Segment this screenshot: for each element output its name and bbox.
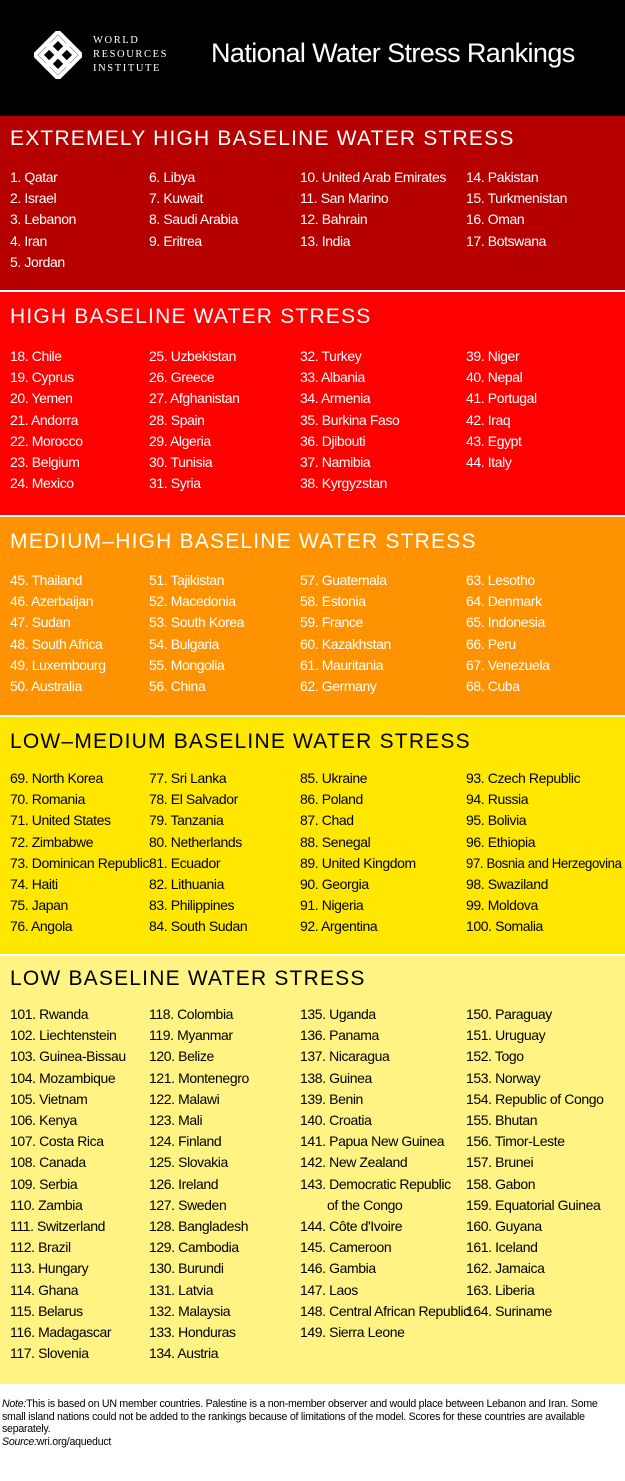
country-rank-item: 102. Liechtenstein: [10, 1027, 117, 1044]
country-rank-item: 94. Russia: [466, 791, 529, 808]
wri-knot-logo-icon: [34, 31, 82, 79]
country-rank-item: 98. Swaziland: [466, 876, 548, 892]
country-rank-item: 120. Belize: [149, 1048, 214, 1065]
country-rank-item: 125. Slovakia: [149, 1154, 228, 1171]
band-title: MEDIUM–HIGH BASELINE WATER STRESS: [10, 530, 477, 553]
country-rank-item: 132. Malaysia: [149, 1302, 231, 1319]
country-rank-item: 157. Brunei: [466, 1154, 534, 1171]
band-low-medium: [0, 717, 625, 954]
country-rank-item: 30. Tunisia: [149, 454, 213, 470]
country-rank-item: 58. Estonia: [300, 593, 366, 610]
country-rank-item: 45. Thailand: [10, 572, 83, 588]
country-rank-item: 136. Panama: [300, 1027, 379, 1044]
country-rank-item: 35. Burkina Faso: [300, 411, 400, 428]
country-rank-item: 63. Lesotho: [466, 572, 535, 588]
country-rank-item: 150. Paraguay: [466, 1006, 552, 1022]
band-high: [0, 292, 625, 515]
country-rank-item: 108. Canada: [10, 1154, 86, 1171]
country-rank-item: 85. Ukraine: [300, 770, 368, 786]
country-rank-item: 82. Lithuania: [149, 876, 224, 892]
country-rank-item: 64. Denmark: [466, 593, 542, 610]
country-rank-item: 69. North Korea: [10, 770, 103, 786]
country-rank-item: 42. Iraq: [466, 411, 511, 428]
band-low: [0, 956, 625, 1384]
country-rank-item: 67. Venezuela: [466, 656, 550, 673]
country-rank-item: 60. Kazakhstan: [300, 635, 391, 652]
country-rank-item: 118. Colombia: [149, 1006, 234, 1022]
country-rank-item: 144. Côte d'Ivoire: [300, 1218, 403, 1234]
country-rank-item: 25. Uzbekistan: [149, 348, 237, 364]
country-rank-item: 83. Philippines: [149, 897, 235, 914]
org-line: INSTITUTE: [93, 63, 162, 74]
country-rank-item: 112. Brazil: [10, 1239, 71, 1256]
country-rank-item: 66. Peru: [466, 635, 516, 652]
country-rank-item: 122. Malawi: [149, 1090, 220, 1107]
band-title: HIGH BASELINE WATER STRESS: [10, 305, 372, 328]
country-rank-item: 68. Cuba: [466, 678, 520, 694]
country-rank-item: 145. Cameroon: [300, 1239, 392, 1256]
country-rank-item: 13. India: [300, 232, 351, 249]
country-rank-item: 7. Kuwait: [149, 190, 203, 207]
country-rank-item: 20. Yemen: [10, 390, 73, 407]
country-rank-item: 96. Ethiopia: [466, 833, 536, 850]
country-rank-item: 137. Nicaragua: [300, 1048, 390, 1065]
country-rank-item: 32. Turkey: [300, 348, 362, 364]
country-rank-item: 143. Democratic Republic: [300, 1175, 451, 1192]
country-rank-item: 37. Namibia: [300, 454, 371, 470]
country-rank-item: 121. Montenegro: [149, 1069, 249, 1086]
country-rank-item: 111. Switzerland: [10, 1218, 106, 1234]
country-rank-item: 130. Burundi: [149, 1260, 224, 1277]
country-rank-item: 164. Suriname: [466, 1302, 552, 1319]
country-rank-item: 34. Armenia: [300, 390, 371, 407]
source-line: [2, 1436, 622, 1449]
band-extremely-high: [0, 116, 625, 290]
country-rank-item: 131. Latvia: [149, 1281, 214, 1298]
source-lead: Source:: [2, 1435, 37, 1448]
country-rank-item: 93. Czech Republic: [466, 770, 581, 786]
country-rank-item: 18. Chile: [10, 348, 62, 364]
country-rank-item: 28. Spain: [149, 411, 205, 428]
country-rank-item: 133. Honduras: [149, 1324, 236, 1340]
country-rank-item: 87. Chad: [300, 812, 354, 829]
country-rank-item: 129. Cambodia: [149, 1239, 239, 1256]
country-rank-item: 119. Myanmar: [149, 1027, 233, 1044]
country-rank-item: 74. Haiti: [10, 876, 58, 892]
country-rank-item: 141. Papua New Guinea: [300, 1133, 445, 1150]
country-rank-item: 54. Bulgaria: [149, 635, 219, 652]
country-rank-item: 151. Uruguay: [466, 1027, 546, 1044]
country-rank-item: 77. Sri Lanka: [149, 770, 227, 786]
country-rank-item: 88. Senegal: [300, 833, 371, 850]
country-rank-item: 100. Somalia: [466, 918, 543, 935]
country-rank-item: 155. Bhutan: [466, 1112, 538, 1128]
country-rank-item: 81. Ecuador: [149, 854, 221, 871]
country-rank-item: 38. Kyrgyzstan: [300, 475, 387, 492]
country-rank-item: 116. Madagascar: [10, 1324, 112, 1340]
country-rank-item: 91. Nigeria: [300, 897, 364, 914]
country-rank-item: 139. Benin: [300, 1090, 363, 1107]
country-rank-item: 3. Lebanon: [10, 211, 77, 228]
page-title: National Water Stress Rankings: [211, 38, 575, 68]
country-rank-item: 72. Zimbabwe: [10, 833, 94, 850]
country-rank-item: 10. United Arab Emirates: [300, 169, 447, 185]
country-rank-item: 86. Poland: [300, 791, 363, 808]
band-title: LOW–MEDIUM BASELINE WATER STRESS: [10, 730, 471, 753]
country-rank-item: 154. Republic of Congo: [466, 1090, 604, 1107]
country-rank-item: 40. Nepal: [466, 369, 523, 386]
country-rank-item: 2. Israel: [10, 190, 57, 207]
country-rank-item: 113. Hungary: [10, 1260, 89, 1277]
country-rank-item: 106. Kenya: [10, 1112, 77, 1128]
country-rank-item: 49. Luxembourg: [10, 656, 106, 673]
country-rank-item: 24. Mexico: [10, 475, 74, 492]
country-rank-item: 39. Niger: [466, 348, 520, 364]
country-rank-item: 75. Japan: [10, 897, 68, 914]
country-rank-item: 105. Vietnam: [10, 1090, 88, 1107]
country-rank-item: 149. Sierra Leone: [300, 1324, 405, 1340]
country-rank-item: 147. Laos: [300, 1281, 358, 1298]
country-rank-item: 46. Azerbaijan: [10, 593, 94, 610]
country-rank-item: 11. San Marino: [300, 190, 389, 207]
country-rank-item: 59. France: [300, 614, 363, 631]
country-rank-item: 61. Mauritania: [300, 656, 384, 673]
country-rank-item: 17. Botswana: [466, 232, 547, 249]
page-header: [0, 0, 625, 116]
organization-name: [93, 34, 168, 76]
country-rank-item: 109. Serbia: [10, 1175, 78, 1192]
country-rank-item: 9. Eritrea: [149, 232, 202, 249]
country-rank-item: 36. Djibouti: [300, 432, 366, 449]
country-rank-item: 101. Rwanda: [10, 1006, 89, 1022]
country-rank-item: 51. Tajikistan: [149, 572, 225, 588]
country-rank-item: 43. Egypt: [466, 432, 522, 449]
country-rank-item: 22. Morocco: [10, 432, 83, 449]
country-rank-item: 29. Algeria: [149, 432, 211, 449]
note-text: This is based on UN member countries. Palestine is a non-member observer and would place between Lebanon and Iran. Some small island nations could not be added to the rankings because of limitations of the model. Scores for these countries are available separately.: [2, 1398, 598, 1436]
country-rank-item: 55. Mongolia: [149, 656, 225, 673]
org-line: WORLD: [93, 35, 140, 46]
country-rank-item: of the Congo: [327, 1196, 403, 1213]
country-rank-item: 71. United States: [10, 812, 111, 829]
country-rank-item: 152. Togo: [466, 1048, 524, 1065]
footnote: [2, 1398, 622, 1448]
country-rank-item: 142. New Zealand: [300, 1154, 408, 1171]
country-rank-item: 14. Pakistan: [466, 169, 539, 185]
country-rank-item: 107. Costa Rica: [10, 1133, 104, 1150]
source-text: wri.org/aqueduct: [36, 1435, 112, 1448]
country-rank-item: 70. Romania: [10, 791, 85, 808]
country-rank-item: 128. Bangladesh: [149, 1218, 249, 1234]
country-rank-item: 31. Syria: [149, 475, 201, 492]
country-rank-item: 73. Dominican Republic: [10, 854, 150, 871]
country-rank-item: 16. Oman: [466, 211, 525, 228]
country-rank-item: 57. Guatemala: [300, 572, 387, 588]
country-rank-item: 56. China: [149, 678, 206, 694]
org-line: RESOURCES: [93, 49, 169, 60]
country-rank-item: 138. Guinea: [300, 1069, 372, 1086]
country-rank-item: 134. Austria: [149, 1345, 219, 1362]
country-rank-item: 76. Angola: [10, 918, 73, 935]
country-rank-item: 124. Finland: [149, 1133, 222, 1150]
country-rank-item: 89. United Kingdom: [300, 854, 416, 871]
country-rank-item: 19. Cyprus: [10, 369, 74, 386]
country-rank-item: 146. Gambia: [300, 1260, 376, 1277]
country-rank-item: 4. Iran: [10, 232, 47, 249]
country-rank-item: 92. Argentina: [300, 918, 378, 935]
country-rank-item: 90. Georgia: [300, 876, 369, 892]
note-lead: Note:: [2, 1398, 27, 1410]
country-rank-item: 44. Italy: [466, 454, 512, 470]
country-rank-item: 156. Timor-Leste: [466, 1133, 565, 1150]
country-rank-item: 27. Afghanistan: [149, 390, 240, 407]
country-rank-item: 115. Belarus: [10, 1302, 83, 1319]
country-rank-item: 127. Sweden: [149, 1196, 227, 1213]
country-rank-item: 158. Gabon: [466, 1175, 536, 1192]
country-rank-item: 84. South Sudan: [149, 918, 248, 935]
note-paragraph: [2, 1398, 622, 1436]
country-rank-item: 161. Iceland: [466, 1239, 538, 1256]
country-rank-item: 78. El Salvador: [149, 791, 238, 808]
country-rank-item: 148. Central African Republic: [300, 1302, 470, 1319]
country-rank-item: 80. Netherlands: [149, 833, 242, 850]
country-rank-item: 160. Guyana: [466, 1218, 542, 1234]
country-rank-item: 47. Sudan: [10, 614, 71, 631]
country-rank-item: 104. Mozambique: [10, 1069, 116, 1086]
band-medium-high: [0, 517, 625, 715]
country-rank-item: 135. Uganda: [300, 1006, 376, 1022]
country-rank-item: 153. Norway: [466, 1069, 541, 1086]
country-rank-item: 97. Bosnia and Herzegovina: [466, 854, 622, 871]
country-rank-item: 95. Bolivia: [466, 812, 527, 829]
country-rank-item: 110. Zambia: [10, 1196, 83, 1213]
country-rank-item: 117. Slovenia: [10, 1345, 89, 1362]
country-rank-item: 65. Indonesia: [466, 614, 545, 631]
country-rank-item: 50. Australia: [10, 678, 82, 694]
country-rank-item: 114. Ghana: [10, 1281, 79, 1298]
country-rank-item: 26. Greece: [149, 369, 215, 386]
country-rank-item: 41. Portugal: [466, 390, 537, 407]
country-rank-item: 8. Saudi Arabia: [149, 211, 238, 228]
country-rank-item: 103. Guinea-Bissau: [10, 1048, 126, 1065]
country-rank-item: 79. Tanzania: [149, 812, 224, 829]
country-rank-item: 1. Qatar: [10, 169, 58, 185]
country-rank-item: 163. Liberia: [466, 1281, 535, 1298]
band-title: LOW BASELINE WATER STRESS: [10, 967, 366, 990]
country-rank-item: 52. Macedonia: [149, 593, 236, 610]
country-rank-item: 99. Moldova: [466, 897, 538, 914]
country-rank-item: 159. Equatorial Guinea: [466, 1196, 601, 1213]
country-rank-item: 21. Andorra: [10, 411, 78, 428]
country-rank-item: 12. Bahrain: [300, 211, 368, 228]
country-rank-item: 5. Jordan: [10, 253, 65, 270]
country-rank-item: 48. South Africa: [10, 635, 103, 652]
country-rank-item: 23. Belgium: [10, 454, 80, 470]
country-rank-item: 162. Jamaica: [466, 1260, 545, 1277]
country-rank-item: 15. Turkmenistan: [466, 190, 567, 207]
country-rank-item: 126. Ireland: [149, 1175, 219, 1192]
country-rank-item: 62. Germany: [300, 678, 377, 694]
country-rank-item: 53. South Korea: [149, 614, 245, 631]
band-title: EXTREMELY HIGH BASELINE WATER STRESS: [10, 127, 515, 150]
country-rank-item: 33. Albania: [300, 369, 365, 386]
country-rank-item: 6. Libya: [149, 169, 195, 185]
country-rank-item: 123. Mali: [149, 1112, 203, 1128]
country-rank-item: 140. Croatia: [300, 1112, 372, 1128]
